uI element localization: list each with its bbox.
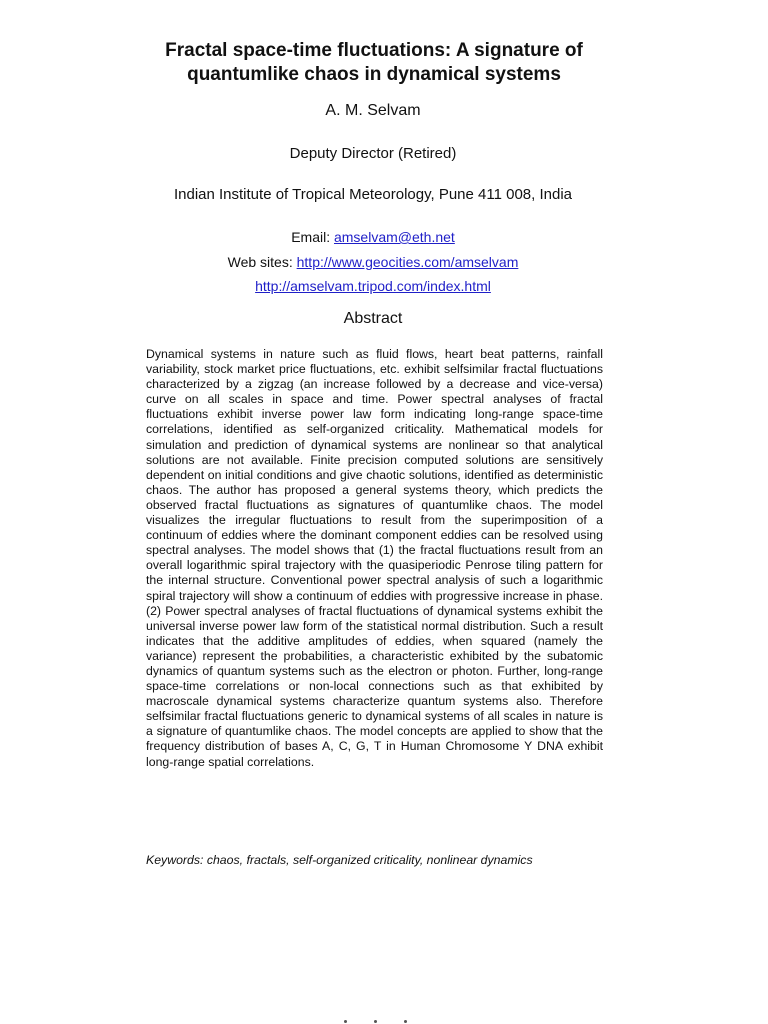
website-line-2 — [0, 278, 746, 294]
abstract-body: Dynamical systems in nature such as fluid flows, heart beat patterns, rainfall variability, stock market price fluctuations, etc. exhibit selfsimilar fractal fluctuations characterized by a zigzag (an increase followed by a decrease and vice-versa) curve on all scales in space and time. Power spectral analyses of fractal fluctuations exhibit inverse power law form indicating long-range space-time correlations, identified as self-organized criticality. Mathematical models for simulation and prediction of dynamical systems are nonlinear so that analytical solutions are not available. Finite precision computed solutions are sensitively dependent on initial conditions and give chaotic solutions, identified as deterministic chaos. The author has proposed a general systems theory, which predicts the observed fractal fluctuations as signatures of quantumlike chaos. The model visualizes the irregular fluctuations to result from the superimposition of a continuum of eddies where the dominant component eddies can be resolved using spectral analyses. The model shows that (1) the fractal fluctuations result from an overall logarithmic spiral trajectory with the quasiperiodic Penrose tiling pattern for the internal structure. Conventional power spectral analysis of such a logarithmic spiral trajectory will show a continuum of eddies with progressive increase in phase. (2) Power spectral analyses of fractal fluctuations of dynamical systems exhibit the universal inverse power law form of the statistical normal distribution. Such a result indicates that the additive amplitudes of eddies, when squared (namely the variance) represent the probabilities, a characteristic exhibited by the subatomic dynamics of quantum systems such as the electron or photon. Further, long-range space-time correlations or non-local connections such as that exhibited by macroscale dynamical systems characterize quantum systems also. Therefore selfsimilar fractal fluctuations generic to dynamical systems of all scales in nature is a signature of quantumlike chaos. The model concepts are applied to show that the frequency distribution of bases A, C, G, T in Human Chromosome Y DNA exhibit long-range spatial correlations. — [146, 347, 603, 769]
title-line-1: Fractal space-time fluctuations: A signature of — [165, 40, 583, 61]
website-link-2[interactable]: http://amselvam.tripod.com/index.html — [255, 278, 491, 294]
websites-label: Web sites: — [227, 254, 293, 270]
page-mark-dot — [404, 1020, 407, 1023]
page-mark-dot — [374, 1020, 377, 1023]
website-link-1[interactable]: http://www.geocities.com/amselvam — [296, 254, 519, 270]
page-number-mark — [344, 1014, 424, 1024]
author-institute: Indian Institute of Tropical Meteorology, Pune 411 008, India — [173, 186, 573, 203]
author-name: A. M. Selvam — [325, 102, 421, 119]
page-mark-dot — [344, 1020, 347, 1023]
email-line — [0, 229, 746, 245]
abstract-heading: Abstract — [343, 310, 403, 327]
keywords: Keywords: chaos, fractals, self-organized criticality, nonlinear dynamics — [146, 853, 533, 867]
websites-line — [0, 254, 746, 270]
email-link[interactable]: amselvam@eth.net — [333, 229, 455, 245]
title-line-2: quantumlike chaos in dynamical systems — [187, 64, 561, 85]
email-label: Email: — [291, 229, 331, 245]
author-position: Deputy Director (Retired) — [289, 145, 457, 162]
paper-title — [100, 39, 648, 87]
